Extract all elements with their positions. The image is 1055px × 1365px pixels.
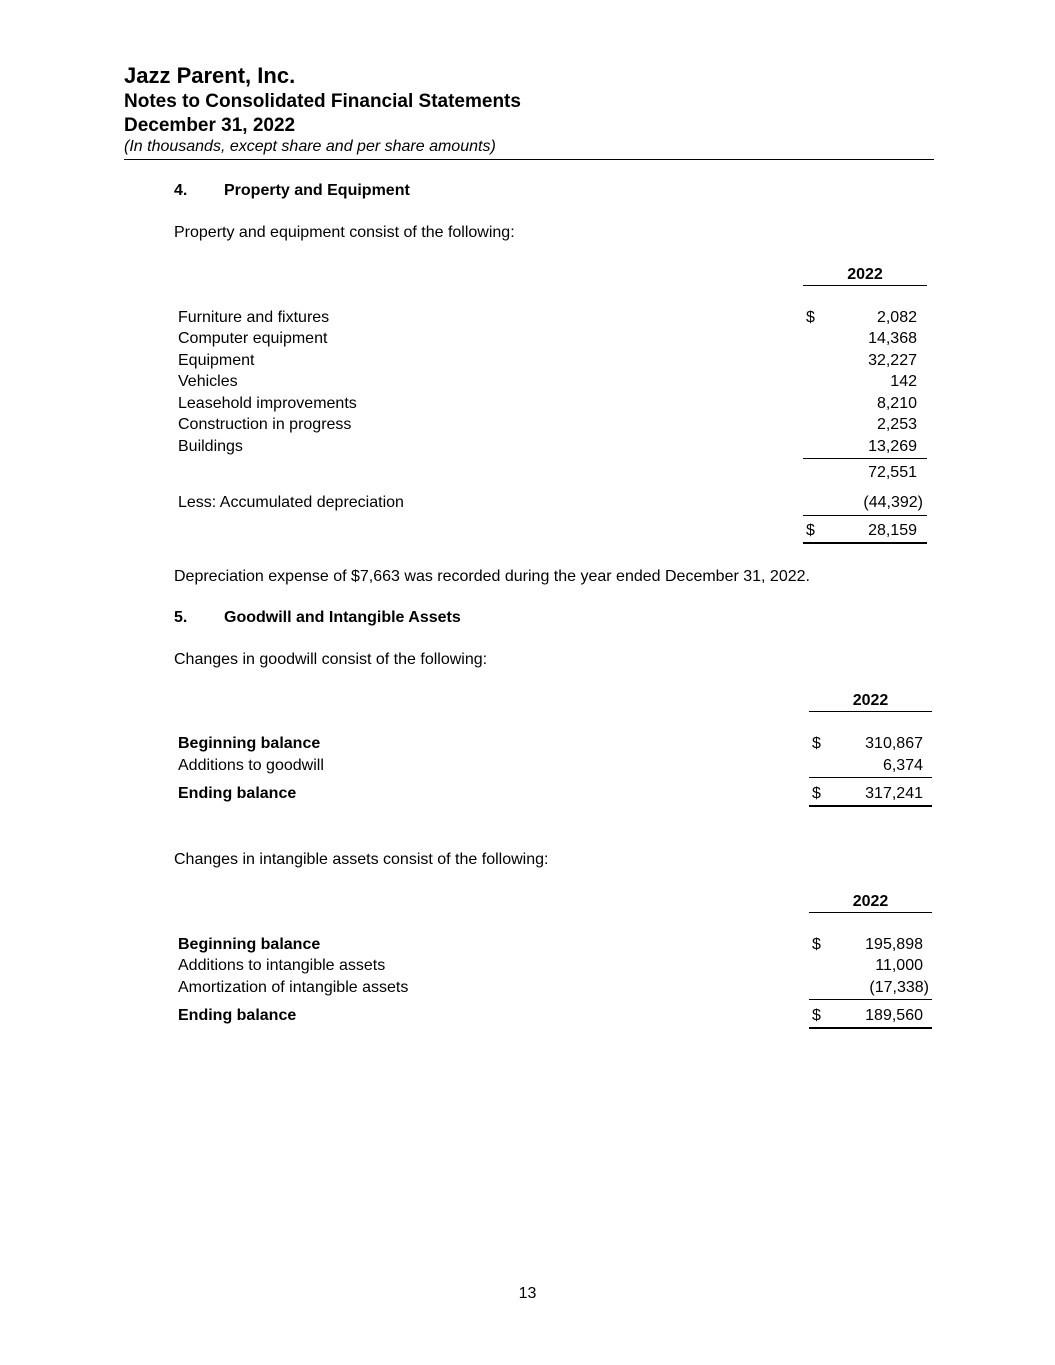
section-5-title: Goodwill and Intangible Assets <box>224 609 461 626</box>
company-name: Jazz Parent, Inc. <box>124 63 296 88</box>
currency-symbol: $ <box>812 735 821 752</box>
ppe-header-underline <box>803 285 927 286</box>
section-4-intro: Property and equipment consist of the following: <box>174 224 515 241</box>
currency-symbol: $ <box>812 1007 821 1024</box>
header-divider <box>124 159 934 160</box>
currency-symbol: $ <box>806 309 815 326</box>
currency-symbol: $ <box>812 785 821 802</box>
intangibles-beginning-value: 195,898 <box>865 936 923 953</box>
section-5-number: 5. <box>174 609 188 626</box>
intangibles-ending-label: Ending balance <box>178 1007 297 1024</box>
table-row-value: 142 <box>890 373 917 390</box>
ppe-year-header: 2022 <box>847 266 883 283</box>
depreciation-note: Depreciation expense of $7,663 was recorded during the year ended December 31, 2022. <box>174 568 810 585</box>
table-row-value: 2,082 <box>876 309 917 326</box>
intangibles-ending-value: 189,560 <box>865 1007 923 1024</box>
goodwill-ending-label: Ending balance <box>178 785 297 802</box>
intangibles-beginning-label: Beginning balance <box>178 936 321 953</box>
currency-symbol: $ <box>806 522 815 539</box>
intangibles-additions-label: Additions to intangible assets <box>178 957 386 974</box>
intangibles-amortization-value: (17,338) <box>869 979 929 996</box>
table-row-value: 14,368 <box>868 330 917 347</box>
table-row-label: Furniture and fixtures <box>178 309 330 326</box>
table-row-label: Leasehold improvements <box>178 395 357 412</box>
intangibles-amortization-label: Amortization of intangible assets <box>178 979 409 996</box>
statement-date: December 31, 2022 <box>124 115 296 136</box>
table-row-label: Vehicles <box>178 373 238 390</box>
table-row-value: 13,269 <box>868 438 917 455</box>
goodwill-additions-label: Additions to goodwill <box>178 757 324 774</box>
goodwill-ending-value: 317,241 <box>865 785 923 802</box>
table-row-label: Equipment <box>178 352 255 369</box>
intangibles-additions-value: 11,000 <box>875 957 923 974</box>
intangibles-year-header: 2022 <box>852 893 889 910</box>
currency-symbol: $ <box>812 936 821 953</box>
document-title: Notes to Consolidated Financial Statements <box>124 91 521 112</box>
section-4-title: Property and Equipment <box>224 182 410 199</box>
intangibles-subtotal-rule <box>809 999 932 1000</box>
table-row-label: Computer equipment <box>178 330 328 347</box>
page-number: 13 <box>518 1285 537 1302</box>
intangibles-header-underline <box>809 912 932 913</box>
total-rule <box>803 542 927 544</box>
ppe-subtotal: 72,551 <box>868 464 917 481</box>
goodwill-beginning-value: 310,867 <box>865 735 923 752</box>
depreciation-rule <box>803 515 927 516</box>
units-note: (In thousands, except share and per share amounts) <box>124 138 496 155</box>
intangibles-total-rule <box>809 1027 932 1029</box>
table-row-value: 8,210 <box>876 395 917 412</box>
goodwill-year-header: 2022 <box>852 692 889 709</box>
table-row-value: 32,227 <box>868 352 917 369</box>
accumulated-depreciation-label: Less: Accumulated depreciation <box>178 494 404 511</box>
accumulated-depreciation-value: (44,392) <box>863 494 923 511</box>
goodwill-additions-value: 6,374 <box>882 757 923 774</box>
goodwill-beginning-label: Beginning balance <box>178 735 321 752</box>
goodwill-total-rule <box>809 805 932 807</box>
goodwill-intro: Changes in goodwill consist of the following: <box>174 651 488 668</box>
goodwill-header-underline <box>809 711 932 712</box>
intangibles-intro: Changes in intangible assets consist of the following: <box>174 851 549 868</box>
goodwill-subtotal-rule <box>809 777 932 778</box>
table-row-value: 2,253 <box>876 416 917 433</box>
section-4-number: 4. <box>174 182 188 199</box>
ppe-net-total: 28,159 <box>868 522 917 539</box>
table-row-label: Construction in progress <box>178 416 352 433</box>
subtotal-rule <box>803 458 927 459</box>
table-row-label: Buildings <box>178 438 243 455</box>
